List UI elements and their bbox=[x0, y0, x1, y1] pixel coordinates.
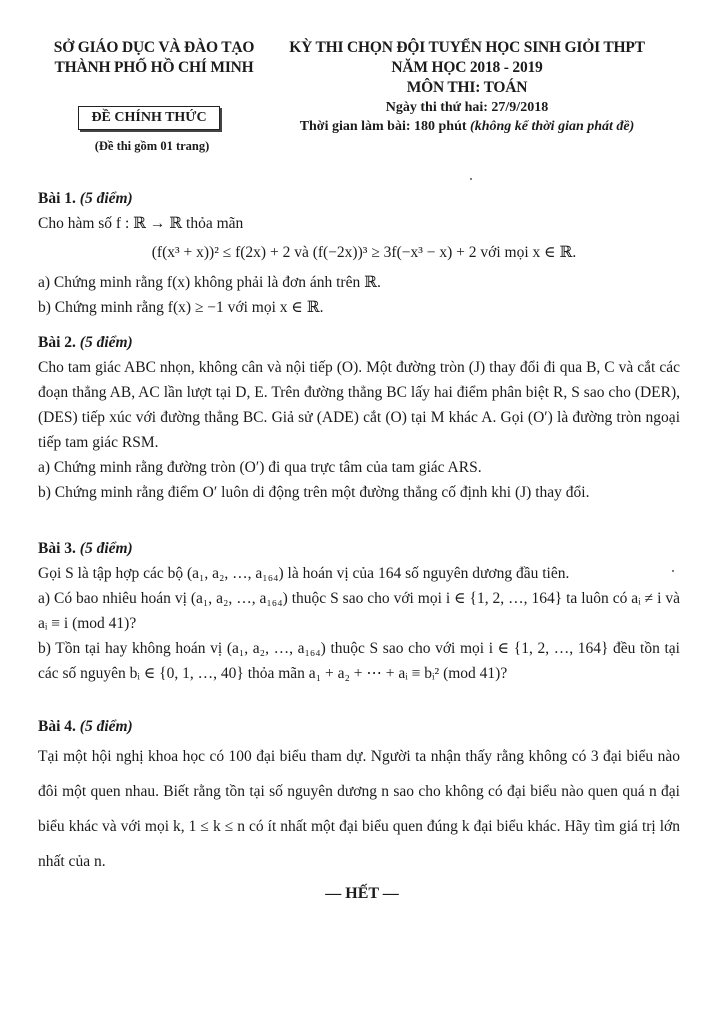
problem-4-points: (5 điểm) bbox=[79, 718, 133, 735]
problem-2-part-b: b) Chứng minh rằng điểm O′ luôn di động trên một đường thẳng cố định khi (J) thay đổi. bbox=[38, 484, 590, 501]
school-year: NĂM HỌC 2018 - 2019 bbox=[391, 59, 543, 76]
problem-4 bbox=[38, 718, 680, 879]
problem-1-points: (5 điểm) bbox=[79, 190, 133, 207]
scan-speck bbox=[672, 570, 674, 572]
end-mark: — HẾT — bbox=[325, 885, 399, 902]
problem-1-formula: (f(x³ + x))² ≤ f(2x) + 2 và (f(−2x))³ ≥ 3f(−x³ − x) + 2 với mọi x ∈ ℝ. bbox=[151, 244, 577, 261]
problem-2-statement: Cho tam giác ABC nhọn, không cân và nội tiếp (O). Một đường tròn (J) thay đổi đi qua B, C và cắt các đoạn thẳng AB, AC lần lượt tại D, E. Trên đường thẳng BC lấy hai điểm phân biệt R, S sao cho (DER), (DES) tiếp xúc với đường thẳng BC. Giả sử (ADE) cắt (O) tại M khác A. Gọi (O′) là đường tròn ngoại tiếp tam giác RSM. bbox=[38, 359, 680, 451]
problem-3-part-b: b) Tồn tại hay không hoán vị (a₁, a₂, …, a₁₆₄) thuộc S sao cho với mọi i ∈ {1, 2, …, 164} đều tồn tại các số nguyên bᵢ ∈ {0, 1, …, 40} thỏa mãn a₁ + a₂ + ⋯ + aᵢ ≡ bᵢ² (mod 41)? bbox=[38, 640, 680, 682]
problem-2 bbox=[38, 334, 680, 505]
exam-title-block bbox=[262, 38, 672, 136]
problem-1-title bbox=[38, 190, 680, 208]
problem-1-part-b: b) Chứng minh rằng f(x) ≥ −1 với mọi x ∈ ℝ. bbox=[38, 299, 324, 316]
problem-4-label: Bài 4. bbox=[38, 718, 76, 735]
problem-2-part-a: a) Chứng minh rằng đường tròn (O′) đi qua trực tâm của tam giác ARS. bbox=[38, 459, 482, 476]
issuer-city: THÀNH PHỐ HỒ CHÍ MINH bbox=[54, 59, 254, 76]
problem-3-points: (5 điểm) bbox=[79, 540, 133, 557]
duration-text: Thời gian làm bài: 180 phút bbox=[299, 119, 467, 134]
problem-1 bbox=[38, 190, 680, 320]
problem-3-label: Bài 3. bbox=[38, 540, 76, 557]
official-stamp: ĐỀ CHÍNH THỨC bbox=[78, 106, 220, 130]
duration-note: (không kể thời gian phát đề) bbox=[470, 119, 635, 134]
problem-1-label: Bài 1. bbox=[38, 190, 76, 207]
issuer-block bbox=[36, 38, 272, 78]
problem-3 bbox=[38, 540, 680, 686]
problem-1-part-a: a) Chứng minh rằng f(x) không phải là đơn ánh trên ℝ. bbox=[38, 274, 381, 291]
exam-duration bbox=[262, 117, 672, 136]
exam-title: KỲ THI CHỌN ĐỘI TUYỂN HỌC SINH GIỎI THPT bbox=[289, 39, 645, 56]
problem-3-statement: Gọi S là tập hợp các bộ (a₁, a₂, …, a₁₆₄) là hoán vị của 164 số nguyên dương đầu tiên. bbox=[38, 565, 570, 582]
problem-2-points: (5 điểm) bbox=[79, 334, 133, 351]
problem-3-part-a: a) Có bao nhiêu hoán vị (a₁, a₂, …, a₁₆₄) thuộc S sao cho với mọi i ∈ {1, 2, …, 164} ta luôn có aᵢ ≠ i và aᵢ ≡ i (mod 41)? bbox=[38, 590, 680, 632]
exam-date: Ngày thi thứ hai: 27/9/2018 bbox=[385, 100, 549, 115]
problem-3-title bbox=[38, 540, 680, 558]
problem-4-title bbox=[38, 718, 680, 736]
problem-2-label: Bài 2. bbox=[38, 334, 76, 351]
problem-1-intro: Cho hàm số f : ℝ → ℝ thỏa mãn bbox=[38, 215, 244, 232]
issuer-department: SỞ GIÁO DỤC VÀ ĐÀO TẠO bbox=[53, 39, 255, 56]
pages-note: (Đề thi gồm 01 trang) bbox=[94, 139, 210, 153]
problem-4-statement: Tại một hội nghị khoa học có 100 đại biểu tham dự. Người ta nhận thấy rằng không có 3 đại biểu nào đôi một quen nhau. Biết rằng tồn tại số nguyên dương n sao cho không có đại biểu nào quen quá n đại biểu khác và với mọi k, 1 ≤ k ≤ n có ít nhất một đại biểu quen đúng k đại biểu khác. Hãy tìm giá trị lớn nhất của n. bbox=[38, 748, 680, 870]
problem-2-title bbox=[38, 334, 680, 352]
scan-speck bbox=[470, 178, 472, 180]
subject: MÔN THI: TOÁN bbox=[406, 79, 528, 96]
